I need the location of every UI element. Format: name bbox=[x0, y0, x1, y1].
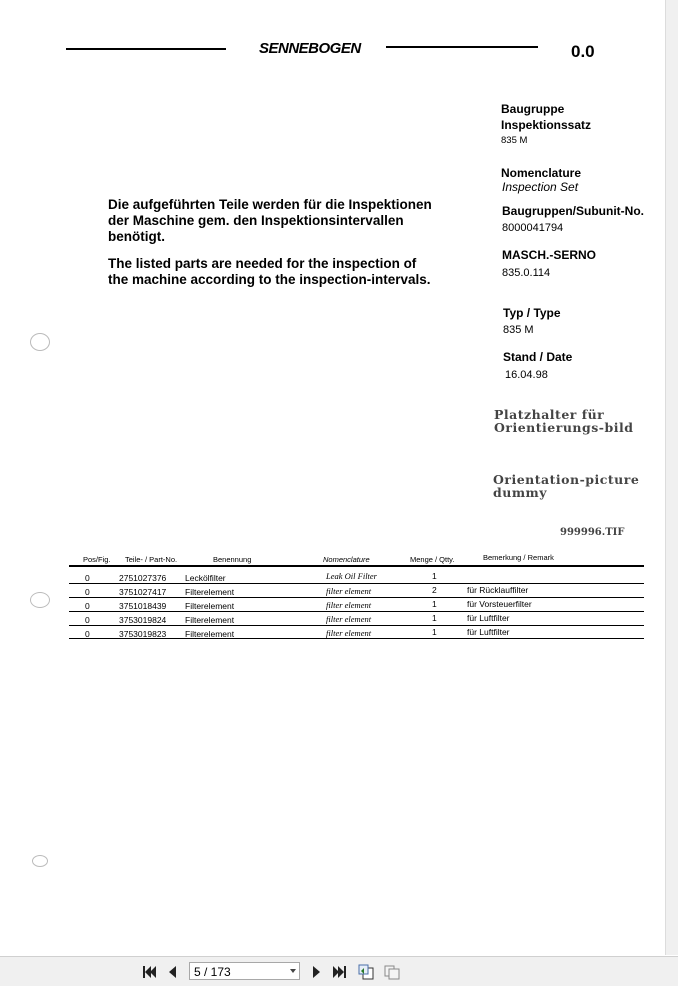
row-remark: für Luftfilter bbox=[467, 627, 510, 637]
fit-page-icon[interactable] bbox=[357, 963, 375, 981]
serno-value: 835.0.114 bbox=[502, 267, 551, 279]
chevron-down-icon bbox=[290, 969, 296, 973]
viewer-toolbar bbox=[0, 956, 678, 986]
description-german: Die aufgeführten Teile werden für die Inspektionen der Maschine gem. den Inspektionsintervallen benötigt. bbox=[108, 197, 432, 244]
row-divider bbox=[69, 611, 644, 612]
row-nomenclature: filter element bbox=[326, 586, 372, 596]
row-divider bbox=[69, 638, 644, 639]
row-benennung: Filterelement bbox=[185, 587, 235, 597]
serno-label: MASCH.-SERNO bbox=[502, 248, 597, 262]
vertical-scrollbar[interactable] bbox=[665, 0, 678, 955]
baugruppe-value: Inspektionssatz bbox=[501, 118, 592, 132]
row-qty: 1 bbox=[432, 613, 437, 623]
col-header-benennung: Benennung bbox=[213, 555, 252, 564]
two-page-icon[interactable] bbox=[383, 963, 401, 981]
type-label: Typ / Type bbox=[503, 306, 561, 320]
header-rule-right bbox=[386, 46, 538, 48]
row-divider bbox=[69, 597, 644, 598]
row-nomenclature: filter element bbox=[326, 614, 372, 624]
col-header-remark: Bemerkung / Remark bbox=[483, 553, 554, 562]
col-header-pos: Pos/Fig. bbox=[83, 555, 111, 564]
previous-page-icon[interactable] bbox=[164, 963, 182, 981]
row-divider bbox=[69, 625, 644, 626]
image-filename: 999996.TIF bbox=[560, 527, 625, 538]
page-code: 0.0 bbox=[571, 42, 595, 61]
last-page-icon[interactable] bbox=[331, 963, 349, 981]
table-header-rule bbox=[69, 565, 644, 567]
baugruppe-model: 835 M bbox=[501, 135, 528, 146]
col-header-nomenclature: Nomenclature bbox=[323, 555, 370, 564]
date-label: Stand / Date bbox=[503, 350, 573, 364]
row-qty: 1 bbox=[432, 627, 437, 637]
nomenclature-value: Inspection Set bbox=[502, 180, 579, 194]
row-nomenclature: filter element bbox=[326, 628, 372, 638]
nomenclature-label: Nomenclature bbox=[501, 166, 582, 180]
description-english: The listed parts are needed for the inspection of the machine according to the inspection-intervals. bbox=[108, 256, 431, 287]
header-rule-left bbox=[66, 48, 226, 50]
row-qty: 1 bbox=[432, 599, 437, 609]
row-benennung: Leckölfilter bbox=[185, 573, 226, 583]
row-part-no: 3753019824 bbox=[119, 615, 167, 625]
row-pos: 0 bbox=[85, 587, 90, 597]
row-part-no: 3753019823 bbox=[119, 629, 167, 639]
picture-placeholder-english: Orientation-picture dummy bbox=[493, 472, 640, 500]
col-header-part: Teile- / Part-No. bbox=[125, 555, 178, 564]
subunit-value: 8000041794 bbox=[502, 222, 564, 234]
row-part-no: 3751027417 bbox=[119, 587, 167, 597]
row-remark: für Rücklauffilter bbox=[467, 585, 529, 595]
first-page-icon[interactable] bbox=[140, 963, 158, 981]
company-logo: SENNEBOGEN bbox=[259, 40, 361, 57]
picture-placeholder-german: Platzhalter für Orientierungs-bild bbox=[494, 407, 634, 435]
punch-hole-mark bbox=[30, 333, 50, 351]
row-pos: 0 bbox=[85, 615, 90, 625]
row-benennung: Filterelement bbox=[185, 601, 235, 611]
row-nomenclature: filter element bbox=[326, 600, 372, 610]
row-pos: 0 bbox=[85, 601, 90, 611]
subunit-label: Baugruppen/Subunit-No. bbox=[502, 204, 644, 218]
row-nomenclature: Leak Oil Filter bbox=[326, 571, 377, 581]
row-remark: für Luftfilter bbox=[467, 613, 510, 623]
row-pos: 0 bbox=[85, 629, 90, 639]
row-part-no: 3751018439 bbox=[119, 601, 167, 611]
type-value: 835 M bbox=[503, 324, 534, 336]
row-divider bbox=[69, 583, 644, 584]
punch-hole-mark bbox=[30, 592, 50, 608]
punch-hole-mark bbox=[32, 855, 48, 867]
row-benennung: Filterelement bbox=[185, 615, 235, 625]
row-remark: für Vorsteuerfilter bbox=[467, 599, 532, 609]
page-indicator: 5 / 173 bbox=[194, 965, 231, 979]
baugruppe-label: Baugruppe bbox=[501, 102, 565, 116]
row-part-no: 2751027376 bbox=[119, 573, 167, 583]
row-qty: 2 bbox=[432, 585, 437, 595]
page-number-select[interactable] bbox=[189, 962, 300, 980]
col-header-qty: Menge / Qtty. bbox=[410, 555, 455, 564]
date-value: 16.04.98 bbox=[505, 369, 548, 381]
row-benennung: Filterelement bbox=[185, 629, 235, 639]
row-pos: 0 bbox=[85, 573, 90, 583]
row-qty: 1 bbox=[432, 571, 437, 581]
next-page-icon[interactable] bbox=[307, 963, 325, 981]
